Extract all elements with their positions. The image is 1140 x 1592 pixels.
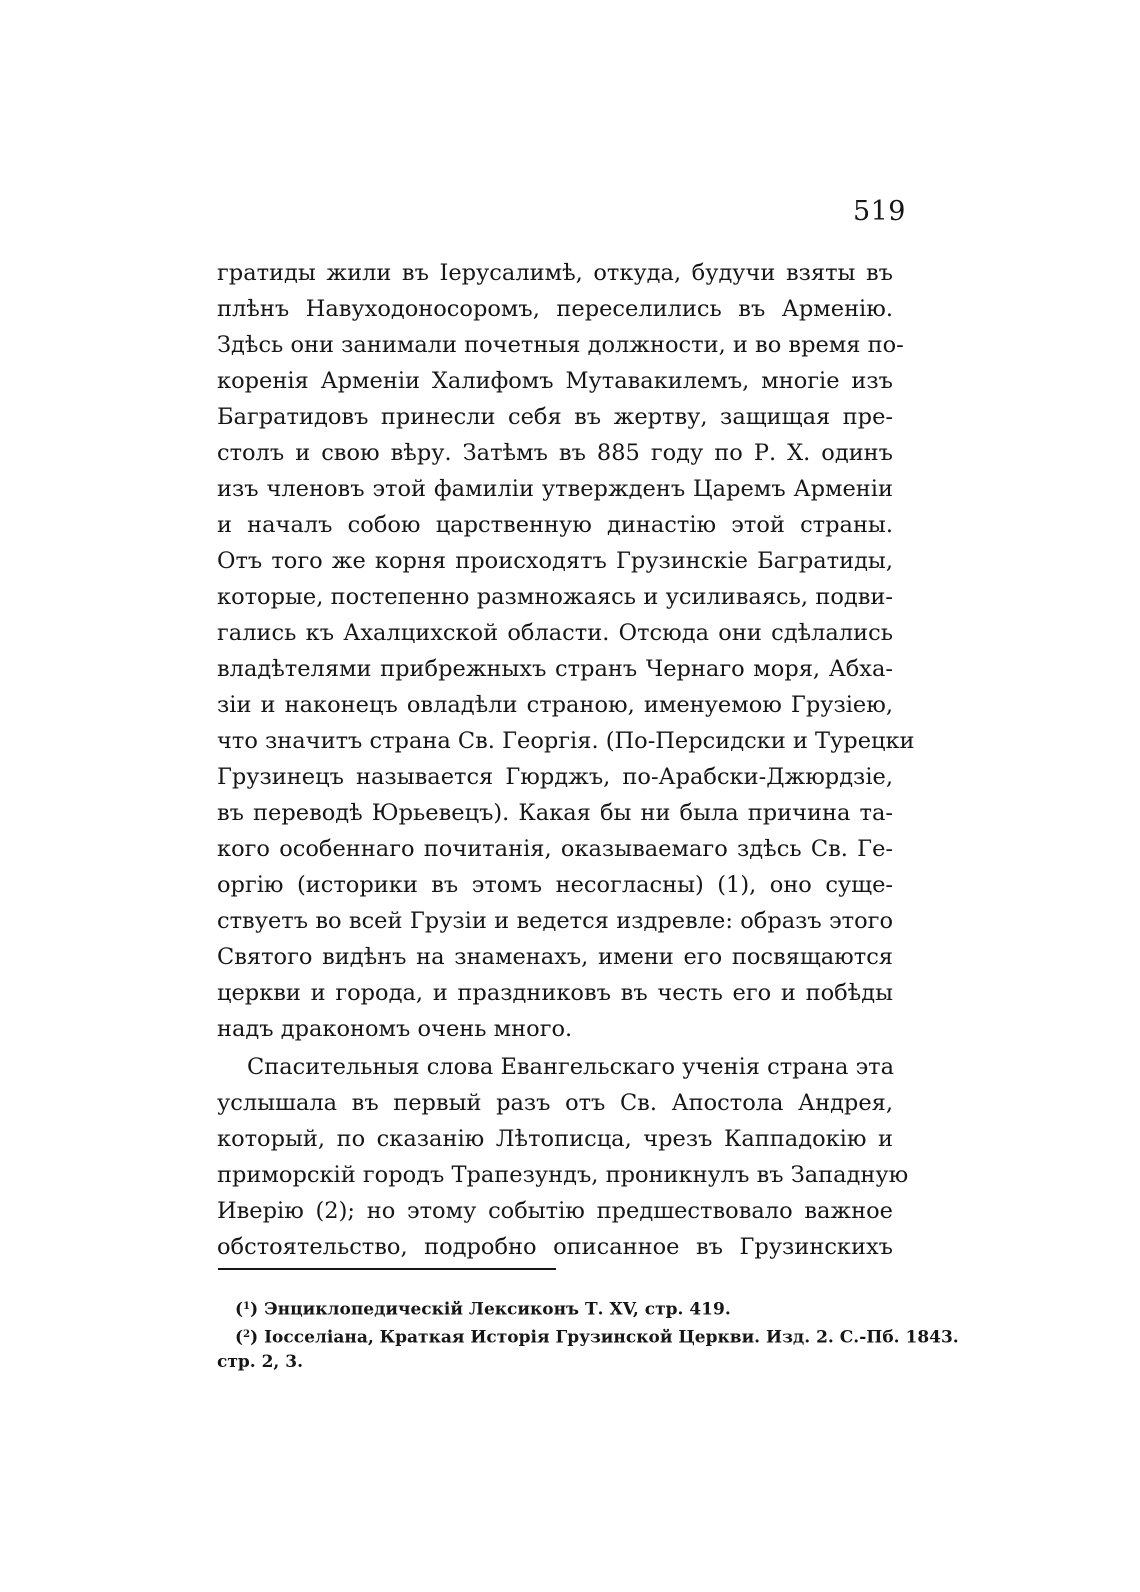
text-line: Здѣсь они занимали почетныя должности, и во время по- [217, 332, 904, 358]
text-line: гратиды жили въ Іерусалимѣ, откуда, будучи взяты въ [217, 260, 893, 286]
text-line: надъ дракономъ очень много. [217, 1016, 573, 1042]
footnote-mark: 2 [243, 1328, 251, 1340]
text-line: Отъ того же корня происходятъ Грузинскіе Багратиды, [217, 548, 893, 574]
footnote-divider [218, 1268, 556, 1270]
footnote-text: Іосселіана, Краткая Исторія Грузинской Церкви. Изд. 2. С.-Пб. 1843. [264, 1327, 959, 1348]
text-line: услышала въ первый разъ отъ Св. Апостола Андрея, [217, 1090, 893, 1116]
text-line: что значитъ страна Св. Георгія. (По-Персидски и Турецки [217, 728, 915, 754]
text-line: кого особеннаго почитанія, оказываемаго здѣсь Св. Ге- [217, 836, 893, 862]
text-line: въ переводѣ Юрьевецъ). Какая бы ни была причина та- [217, 800, 893, 826]
footnote-mark: 1 [243, 1300, 251, 1312]
text-line: ствуетъ во всей Грузіи и ведется издревле: образъ этого [217, 908, 893, 934]
text-line: и началъ собою царственную династію этой страны. [217, 512, 893, 538]
text-line: приморскій городъ Трапезундъ, проникнулъ въ Западную [217, 1162, 909, 1188]
text-line: которые, постепенно размножаясь и усиливаясь, подви- [217, 584, 893, 610]
text-line: Иверію (2); но этому событію предшествовало важное [217, 1198, 893, 1224]
text-line: Багратидовъ принесли себя въ жертву, защищая пре- [217, 404, 893, 430]
footnote-2-continuation: стр. 2, 3. [217, 1352, 304, 1372]
text-line: Грузинецъ называется Гюрджъ, по-Арабски-Джюрдзіе, [217, 764, 893, 790]
text-line: изъ членовъ этой фамиліи утвержденъ Царемъ Арменіи [217, 476, 893, 502]
footnote-text: Энциклопедическій Лексиконъ Т. XV, стр. 419. [264, 1299, 731, 1320]
text-line: зіи и наконецъ овладѣли страною, именуемою Грузіею, [217, 692, 893, 718]
page-number: 519 [852, 196, 906, 227]
text-line: столъ и свою вѣру. Затѣмъ въ 885 году по Р. Х. одинъ [217, 440, 893, 466]
footnote-2: ($^2$) Іосселіана, Краткая Исторія Грузинской Церкви. Изд. 2. С.-Пб. 1843. [235, 1327, 959, 1348]
text-line: Святого видѣнъ на знаменахъ, имени его посвящаются [217, 944, 893, 970]
footnote-1: ($^1$) Энциклопедическій Лексиконъ Т. XV, стр. 419. [235, 1299, 731, 1320]
text-line: оргію (историки въ этомъ несогласны) (1), оно суще- [217, 872, 893, 898]
text-line: церкви и города, и праздниковъ въ честь его и побѣды [217, 980, 893, 1006]
text-line: гались къ Ахалцихской области. Отсюда они сдѣлались [217, 620, 893, 646]
text-line: обстоятельство, подробно описанное въ Грузинскихъ [217, 1234, 893, 1260]
text-line: который, по сказанію Лѣтописца, чрезъ Каппадокію и [217, 1126, 893, 1152]
text-line: коренія Арменіи Халифомъ Мутавакилемъ, многіе изъ [217, 368, 893, 394]
text-line: владѣтелями прибрежныхъ странъ Чернаго моря, Абха- [217, 656, 893, 682]
text-line: Спасительныя слова Евангельскаго ученія страна эта [247, 1054, 895, 1080]
text-line: плѣнъ Навуходоносоромъ, переселились въ Арменію. [217, 296, 893, 322]
